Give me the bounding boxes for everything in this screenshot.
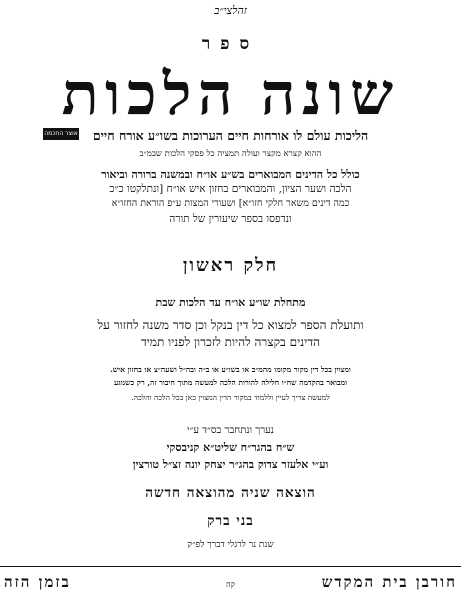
footer-page-number: קה [226,580,235,589]
sefer-label: ספר [201,34,260,54]
edition-line: הוצאה שניה מהוצאה חדשה [145,485,316,501]
editor-name-2: וע״י אלעזר צדוק בהג״ר יצחק יונה זצ״ל טורצין [132,458,329,471]
description-line: ונדפסו בספר שיעורין של תורה [169,213,292,225]
top-abbreviation: זהלצי״ב [214,4,247,17]
description-line: הלכה ושער הציון, והמבוארים בחזון איש או״ח [ונתלקטו כ״כ [109,183,352,195]
purpose-line: הדינים בקצרה להיות לזכרון לפניו תמיד [141,335,320,349]
otzar-hachochma-stamp: אוצר החכמה [43,128,79,140]
notes-line: ומבואר בהקדמה שח״ו חלילה להורות הלכה למעשה מתוך חיבור זה, רק כשנוגע [113,378,348,387]
notes-line: למעשה צריך לעיין וללמוד במקור הדין המצוין כאן בכל הלכה והלכה. [131,393,330,402]
publication-place: בני ברק [207,513,254,529]
footer-left-text: בזמן הזה [4,573,71,591]
subtitle: הליכות עולם לו אורחות חיים הערוכות בשו״ע אורח חיים [92,128,369,143]
footer-divider [0,566,461,567]
subtitle-note: ההוא קצרא מקצר ועולה תמציה כל פסקי הלכות שבמ״ב [139,149,322,159]
part-heading: חלק ראשון [182,255,279,276]
editor-name-1: ש״ח בהגר״ח שליט״א קניבסקי [166,441,295,454]
purpose-line: ותועלת הספר למצוא כל דין בנקל וכן סדר משנה לחזור על [97,318,364,332]
description-line: כמה דינים משאר חלקי חזו״א] ושעורי המצות ע״פ הוראת החזו״א [111,198,350,209]
description-line: כולל כל הדינים המבוארים בש״ע או״ח ובמשנה ברורה וביאור [101,168,360,181]
editor-intro: נערך ונתחבר בס״ד ע״י [186,425,275,436]
publication-year: שנת נר לרגלי דברך לפ״ק [187,540,274,550]
book-title: שונה הלכות [61,62,400,127]
notes-line: ומצוין בכל דין מקור מקומו מהמ״ב או בשו״ע או ב״ה ובה״ל ושעה״צ או בחזון איש. [110,365,351,374]
content-range: מתחלת שו״ע או״ח עד הלכות שבת [155,296,306,309]
footer-right-text: חורבן בית המקדש [321,573,457,591]
